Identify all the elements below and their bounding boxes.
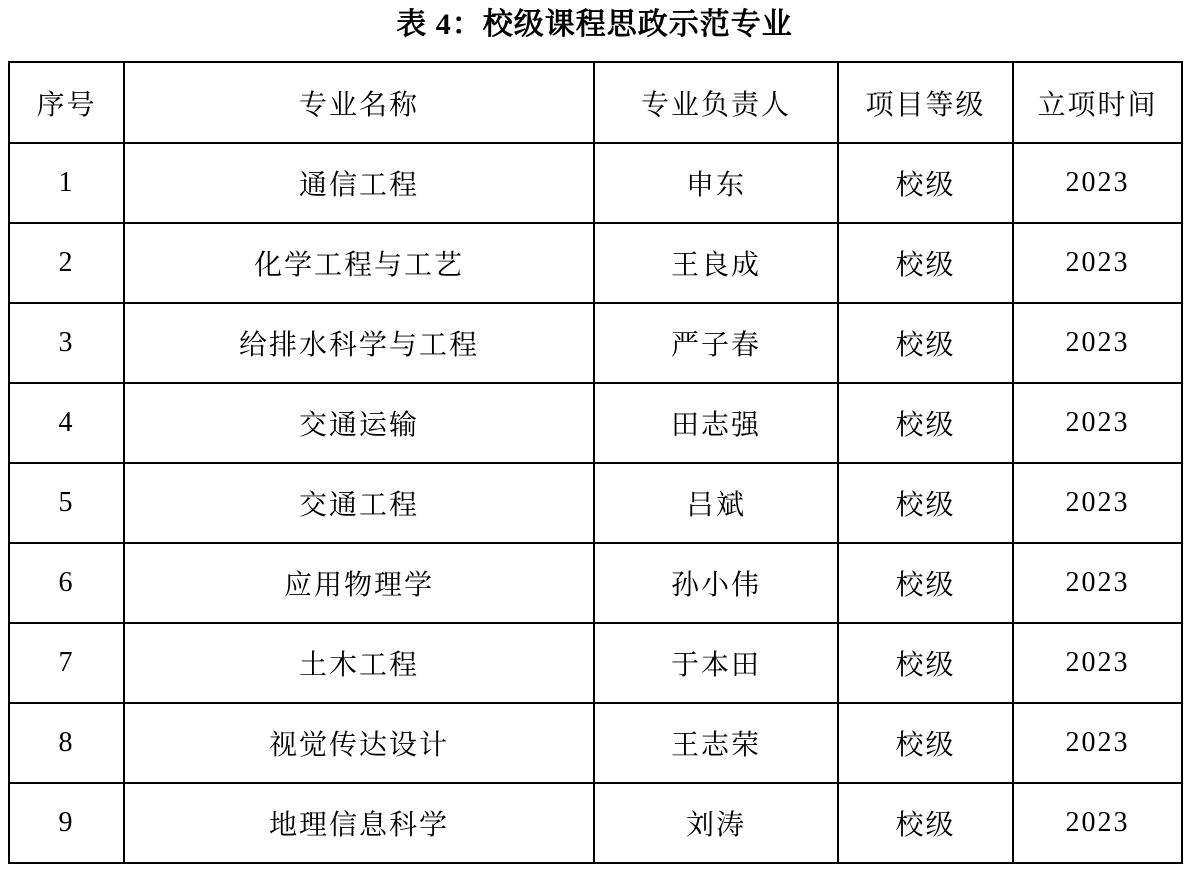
cell-year: 2023	[1013, 783, 1182, 863]
cell-no: 8	[9, 703, 124, 783]
cell-level: 校级	[838, 543, 1013, 623]
cell-major: 通信工程	[124, 143, 594, 223]
cell-major: 交通工程	[124, 463, 594, 543]
cell-no: 6	[9, 543, 124, 623]
cell-no: 4	[9, 383, 124, 463]
col-header-no: 序号	[9, 62, 124, 143]
table-title: 表 4：校级课程思政示范专业	[396, 8, 793, 41]
cell-leader: 申东	[594, 143, 838, 223]
cell-year: 2023	[1013, 463, 1182, 543]
cell-leader: 孙小伟	[594, 543, 838, 623]
cell-leader: 王良成	[594, 223, 838, 303]
table-row	[9, 703, 1182, 783]
cell-no: 7	[9, 623, 124, 703]
cell-major: 视觉传达设计	[124, 703, 594, 783]
cell-major: 土木工程	[124, 623, 594, 703]
demonstration-majors-table	[8, 61, 1183, 864]
cell-no: 2	[9, 223, 124, 303]
cell-leader: 吕斌	[594, 463, 838, 543]
cell-leader: 严子春	[594, 303, 838, 383]
cell-no: 5	[9, 463, 124, 543]
table-row	[9, 143, 1182, 223]
cell-no: 9	[9, 783, 124, 863]
cell-no: 3	[9, 303, 124, 383]
cell-year: 2023	[1013, 703, 1182, 783]
cell-level: 校级	[838, 383, 1013, 463]
header-row	[9, 62, 1182, 143]
cell-major: 交通运输	[124, 383, 594, 463]
table-row	[9, 623, 1182, 703]
cell-year: 2023	[1013, 383, 1182, 463]
cell-major: 给排水科学与工程	[124, 303, 594, 383]
cell-year: 2023	[1013, 623, 1182, 703]
cell-level: 校级	[838, 143, 1013, 223]
col-header-major: 专业名称	[124, 62, 594, 143]
cell-level: 校级	[838, 703, 1013, 783]
cell-major: 应用物理学	[124, 543, 594, 623]
cell-leader: 田志强	[594, 383, 838, 463]
cell-no: 1	[9, 143, 124, 223]
table-row	[9, 303, 1182, 383]
cell-major: 化学工程与工艺	[124, 223, 594, 303]
cell-level: 校级	[838, 303, 1013, 383]
cell-level: 校级	[838, 623, 1013, 703]
table-row	[9, 543, 1182, 623]
col-header-leader: 专业负责人	[594, 62, 838, 143]
cell-year: 2023	[1013, 223, 1182, 303]
table-row	[9, 223, 1182, 303]
table-row	[9, 783, 1182, 863]
cell-leader: 于本田	[594, 623, 838, 703]
cell-leader: 刘涛	[594, 783, 838, 863]
table-body	[9, 143, 1182, 863]
cell-level: 校级	[838, 223, 1013, 303]
col-header-year: 立项时间	[1013, 62, 1182, 143]
cell-year: 2023	[1013, 303, 1182, 383]
cell-leader: 王志荣	[594, 703, 838, 783]
cell-year: 2023	[1013, 143, 1182, 223]
cell-major: 地理信息科学	[124, 783, 594, 863]
cell-level: 校级	[838, 463, 1013, 543]
table-row	[9, 463, 1182, 543]
table-row	[9, 383, 1182, 463]
cell-year: 2023	[1013, 543, 1182, 623]
col-header-level: 项目等级	[838, 62, 1013, 143]
cell-level: 校级	[838, 783, 1013, 863]
